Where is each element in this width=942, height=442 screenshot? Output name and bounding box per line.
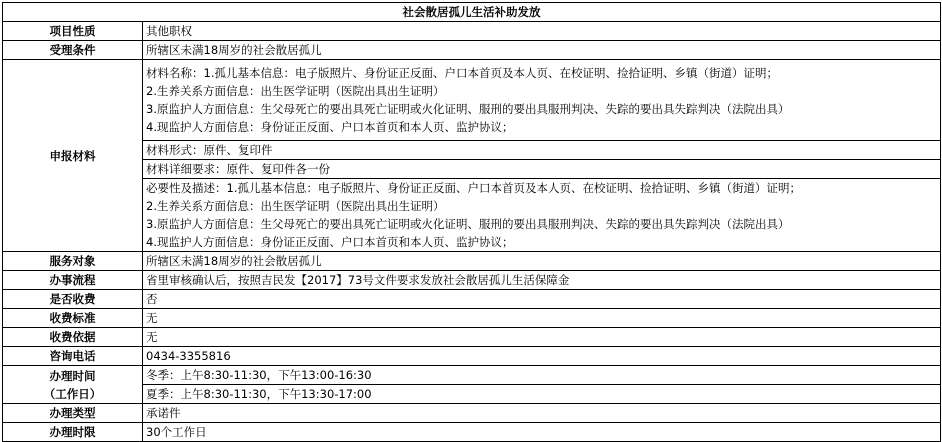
phone-value: 0434-3355816 (143, 347, 941, 366)
table-row (3, 366, 941, 385)
table-row (3, 271, 941, 290)
table-row (3, 179, 941, 252)
hours-summer: 夏季：上午8:30-11:30，下午13:30-17:00 (143, 385, 941, 404)
fee-basis-label: 收费依据 (3, 328, 143, 347)
service-target-label: 服务对象 (3, 252, 143, 271)
materials-name-line: 3.原监护人方面信息：生父母死亡的要出具死亡证明或火化证明、服刑的要出具服刑判决、失踪的要出具失踪判决（法院出具） (146, 102, 790, 116)
materials-necessity-line: 2.生养关系方面信息：出生医学证明（医院出具出生证明） (146, 199, 445, 213)
service-target-value: 所辖区未满18周岁的社会散居孤儿 (143, 252, 941, 271)
hours-winter: 冬季：上午8:30-11:30，下午13:00-16:30 (143, 366, 941, 385)
materials-form: 材料形式：原件、复印件 (143, 141, 941, 160)
table-row (3, 347, 941, 366)
hours-label (3, 366, 143, 404)
materials-detail: 材料详细要求：原件、复印件各一份 (143, 160, 941, 179)
materials-name-line: 2.生养关系方面信息：出生医学证明（医院出具出生证明） (146, 84, 445, 98)
hours-label-line2: （工作日） (43, 386, 102, 401)
item-nature-label: 项目性质 (3, 22, 143, 41)
process-label: 办事流程 (3, 271, 143, 290)
materials-label: 申报材料 (3, 60, 143, 252)
table-row (3, 328, 941, 347)
table-row (3, 60, 941, 141)
phone-label: 咨询电话 (3, 347, 143, 366)
table-row (3, 404, 941, 423)
materials-necessity-line: 4.现监护人方面信息：身份证正反面、户口本首页和本人页、监护协议； (146, 235, 514, 249)
fee-basis-value: 无 (143, 328, 941, 347)
table-row (3, 141, 941, 160)
materials-necessity-line: 3.原监护人方面信息：生父母死亡的要出具死亡证明或火化证明、服刑的要出具服刑判决、失踪的要出具失踪判决（法院出具） (146, 217, 790, 231)
handle-type-value: 承诺件 (143, 404, 941, 423)
materials-necessity-line: 必要性及描述：1.孤儿基本信息：电子版照片、身份证正反面、户口本首页及本人页、在校证明、捡拾证明、乡镇（街道）证明； (146, 181, 801, 195)
service-info-table (2, 2, 941, 442)
table-row (3, 22, 941, 41)
acceptance-value: 所辖区未满18周岁的社会散居孤儿 (143, 41, 941, 60)
table-row (3, 385, 941, 404)
table-row (3, 290, 941, 309)
process-value: 省里审核确认后，按照吉民发【2017】73号文件要求发放社会散居孤儿生活保障金 (143, 271, 941, 290)
table-title: 社会散居孤儿生活补助发放 (3, 3, 941, 22)
hours-label-line1: 办理时间 (49, 368, 96, 383)
materials-name-line: 4.现监护人方面信息：身份证正反面、户口本首页和本人页、监护协议； (146, 120, 514, 134)
charge-label: 是否收费 (3, 290, 143, 309)
table-row (3, 41, 941, 60)
time-limit-value: 30个工作日 (143, 423, 941, 442)
table-row (3, 252, 941, 271)
acceptance-label: 受理条件 (3, 41, 143, 60)
handle-type-label: 办理类型 (3, 404, 143, 423)
table-row (3, 423, 941, 442)
fee-standard-label: 收费标准 (3, 309, 143, 328)
fee-standard-value: 无 (143, 309, 941, 328)
table-row (3, 309, 941, 328)
materials-names (143, 60, 941, 141)
time-limit-label: 办理时限 (3, 423, 143, 442)
item-nature-value: 其他职权 (143, 22, 941, 41)
charge-value: 否 (143, 290, 941, 309)
materials-name-line: 材料名称：1.孤儿基本信息：电子版照片、身份证正反面、户口本首页及本人页、在校证明、捡拾证明、乡镇（街道）证明； (146, 66, 778, 80)
materials-necessity (143, 179, 941, 252)
table-row (3, 160, 941, 179)
